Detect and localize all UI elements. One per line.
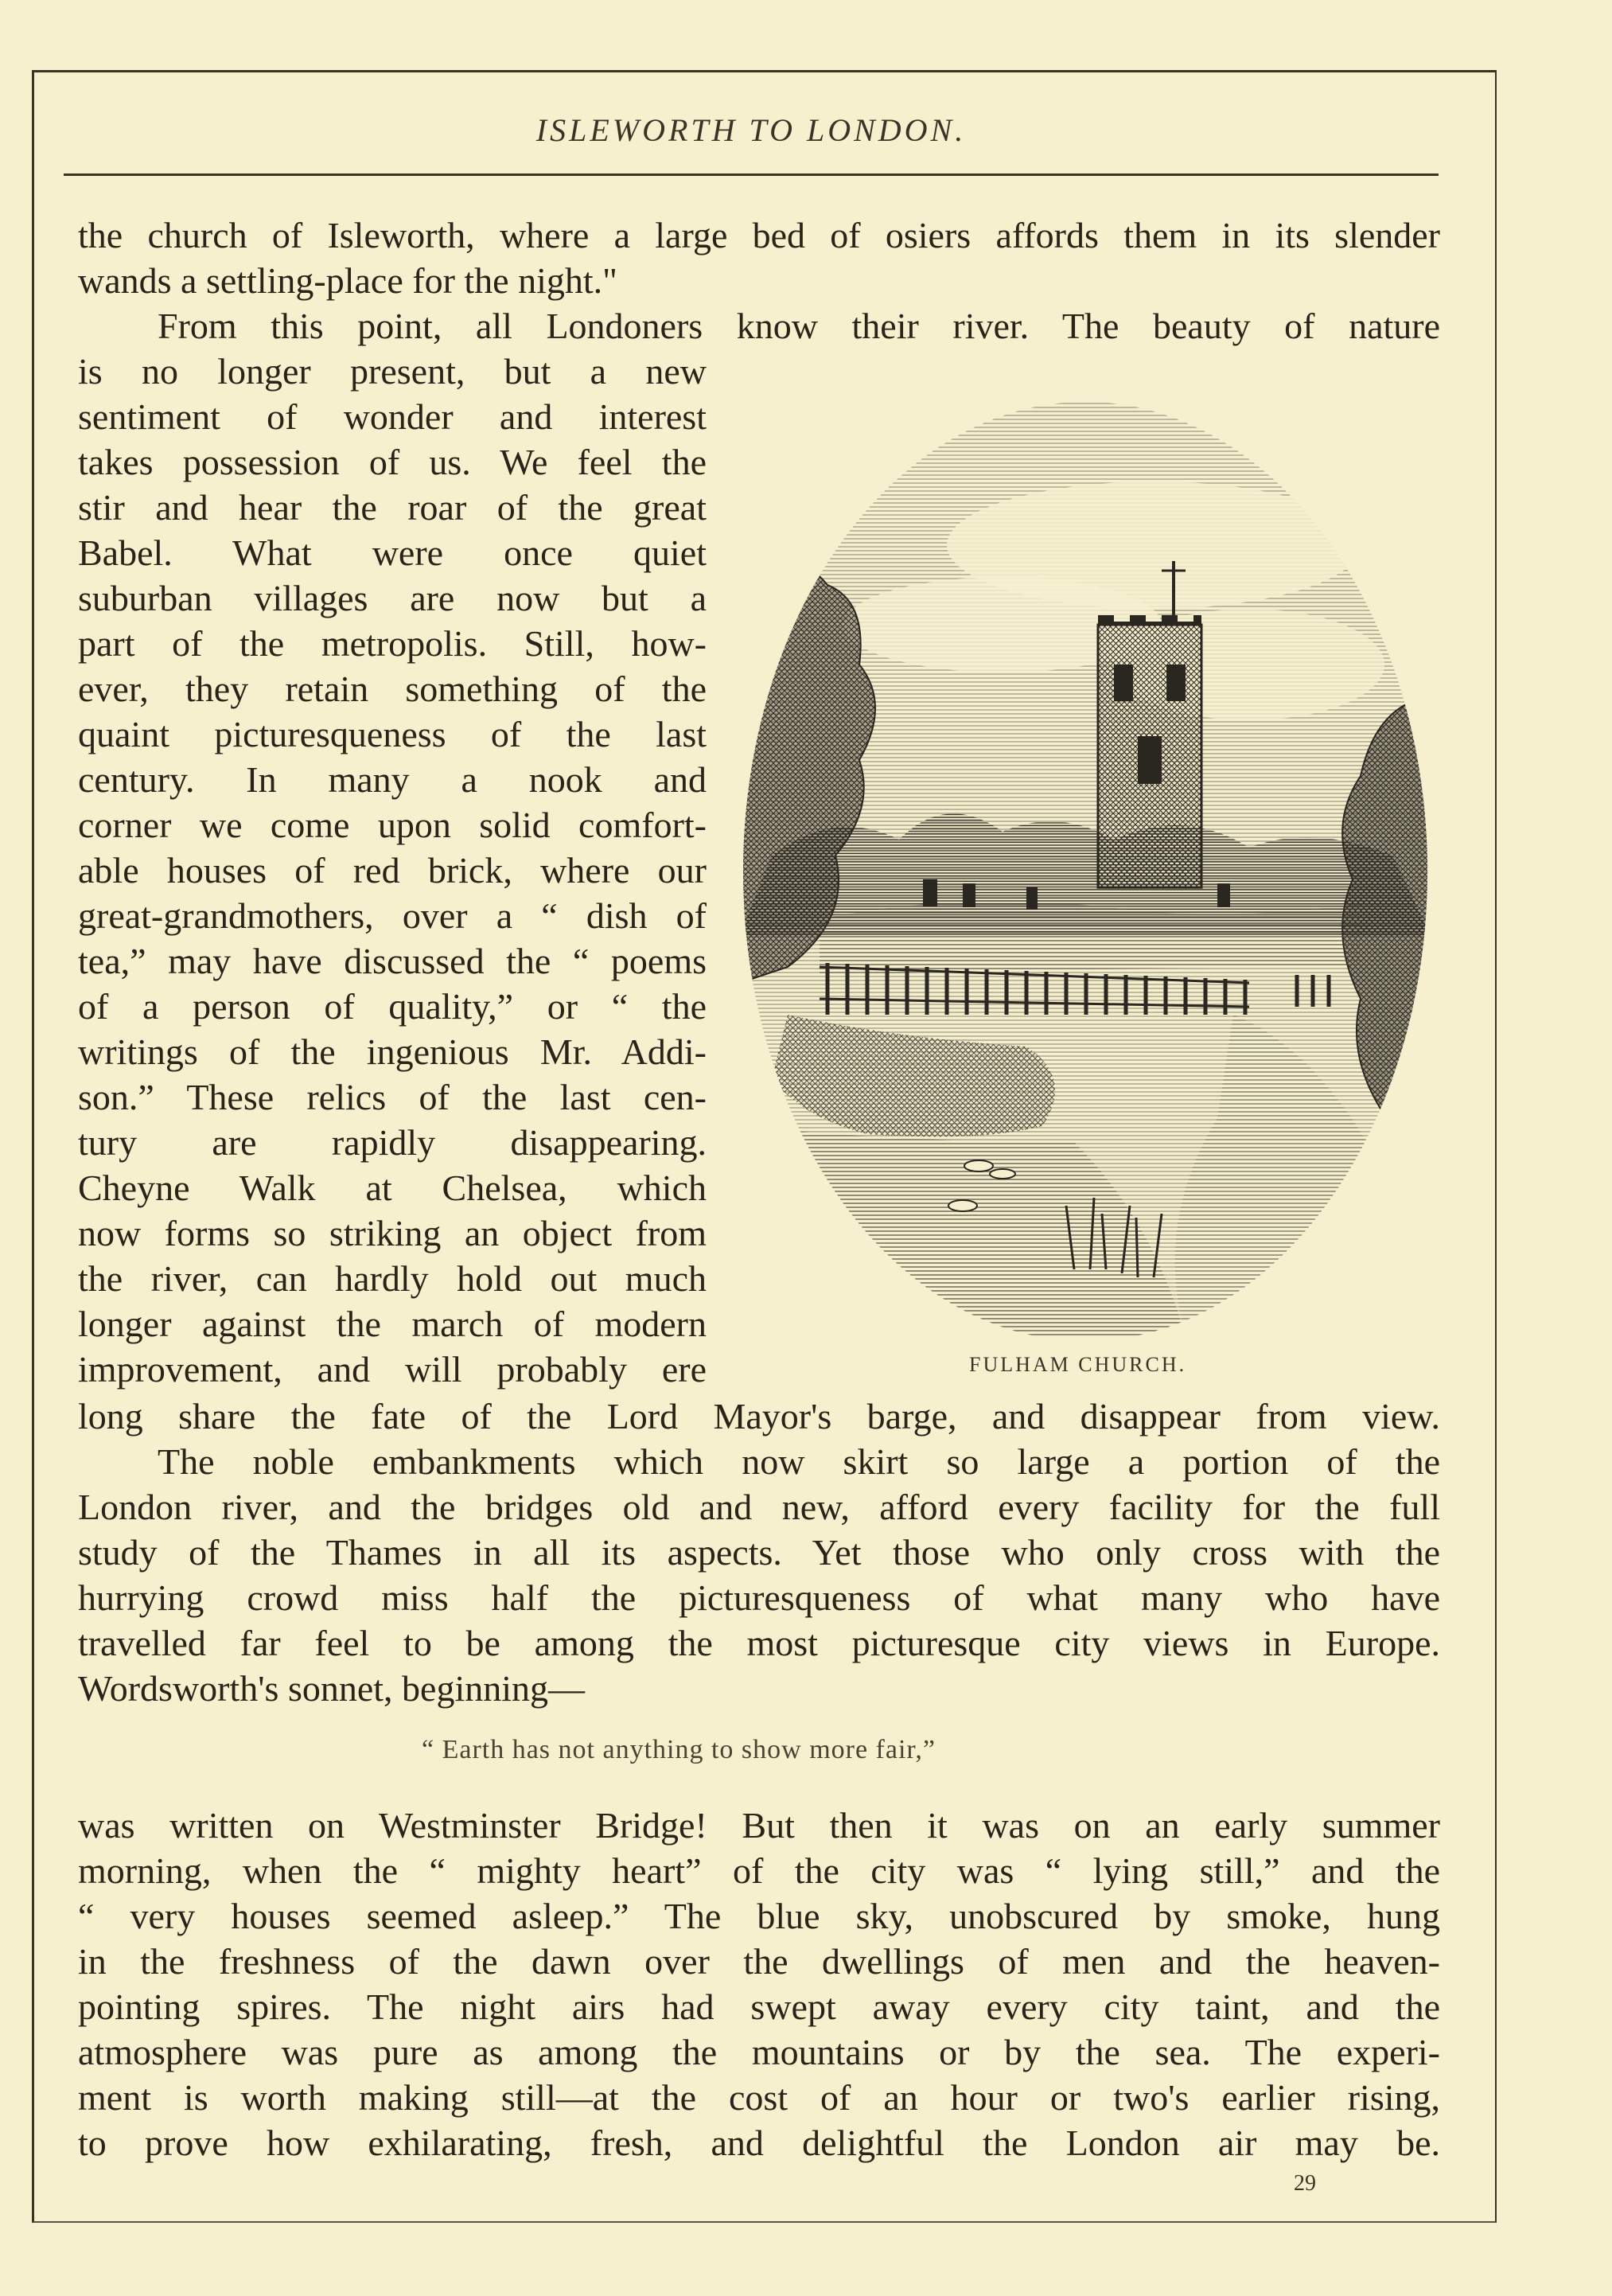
page-number: 29 — [1294, 2171, 1316, 2196]
text-line: tea,” may have discussed the “ poems — [78, 941, 707, 981]
text-block-top — [78, 212, 1440, 349]
text-block-narrow — [78, 349, 707, 1392]
text-line: of a person of quality,” or “ the — [78, 986, 707, 1027]
quoted-verse: “ Earth has not anything to show more fair,” — [422, 1735, 936, 1764]
text-line: The noble embankments which now skirt so large a portion of the — [158, 1441, 1440, 1482]
text-line: great-grandmothers, over a “ dish of — [78, 895, 707, 936]
text-line: London river, and the bridges old and new, afford every facility for the full — [78, 1487, 1440, 1527]
text-line: to prove how exhilarating, fresh, and delightful the London air may be. — [78, 2123, 1440, 2163]
text-line: writings of the ingenious Mr. Addi- — [78, 1031, 707, 1072]
text-line: quaint picturesqueness of the last — [78, 714, 707, 754]
text-line: corner we come upon solid comfort- — [78, 805, 707, 845]
text-line: morning, when the “ mighty heart” of the city was “ lying still,” and the — [78, 1850, 1440, 1891]
text-line: Cheyne Walk at Chelsea, which — [78, 1167, 707, 1208]
running-head: ISLEWORTH TO LONDON. — [535, 112, 967, 148]
text-line: is no longer present, but a new — [78, 351, 707, 392]
text-line: pointing spires. The night airs had swept away every city taint, and the — [78, 1986, 1440, 2027]
text-line: the church of Isleworth, where a large bed of osiers affords them in its slender — [78, 215, 1440, 255]
figure-caption: FULHAM CHURCH. — [969, 1353, 1187, 1376]
text-line: improvement, and will probably ere — [78, 1349, 707, 1390]
text-line: takes possession of us. We feel the — [78, 442, 707, 482]
engraving-fulham-church-icon — [740, 362, 1431, 1337]
text-line: ment is worth making still—at the cost of an hour or two's earlier rising, — [78, 2077, 1440, 2118]
text-line: part of the metropolis. Still, how- — [78, 623, 707, 664]
text-line: the river, can hardly hold out much — [78, 1258, 707, 1299]
head-rule — [64, 173, 1439, 176]
text-line: in the freshness of the dawn over the dwellings of men and the heaven- — [78, 1941, 1440, 1982]
text-line: “ very houses seemed asleep.” The blue sky, unobscured by smoke, hung — [78, 1896, 1440, 1936]
text-line: study of the Thames in all its aspects. Yet those who only cross with the — [78, 1532, 1440, 1573]
text-line: atmosphere was pure as among the mountains or by the sea. The experi- — [78, 2032, 1440, 2072]
text-line: sentiment of wonder and interest — [78, 396, 707, 437]
text-line: was written on Westminster Bridge! But then it was on an early summer — [78, 1805, 1440, 1846]
text-line: longer against the march of modern — [78, 1304, 707, 1344]
text-line: wands a settling-place for the night." — [78, 260, 617, 301]
text-line: century. In many a nook and — [78, 759, 707, 800]
text-line: suburban villages are now but a — [78, 578, 707, 618]
text-line: ever, they retain something of the — [78, 669, 707, 709]
text-line: able houses of red brick, where our — [78, 850, 707, 891]
text-line: long share the fate of the Lord Mayor's barge, and disappear from view. — [78, 1396, 1440, 1436]
text-line: From this point, all Londoners know their river. The beauty of nature — [158, 306, 1440, 346]
text-line: travelled far feel to be among the most picturesque city views in Europe. — [78, 1623, 1440, 1663]
text-line: tury are rapidly disappearing. — [78, 1122, 707, 1163]
text-block-middle — [78, 1394, 1440, 1711]
text-line: Babel. What were once quiet — [78, 532, 707, 573]
text-line: hurrying crowd miss half the picturesqueness of what many who have — [78, 1577, 1440, 1618]
fulham-church-engraving — [740, 362, 1431, 1337]
text-line: stir and hear the roar of the great — [78, 487, 707, 528]
text-block-bottom — [78, 1803, 1440, 2165]
text-line: Wordsworth's sonnet, beginning— — [78, 1668, 586, 1709]
text-line: son.” These relics of the last cen- — [78, 1077, 707, 1117]
text-line: now forms so striking an object from — [78, 1213, 707, 1253]
